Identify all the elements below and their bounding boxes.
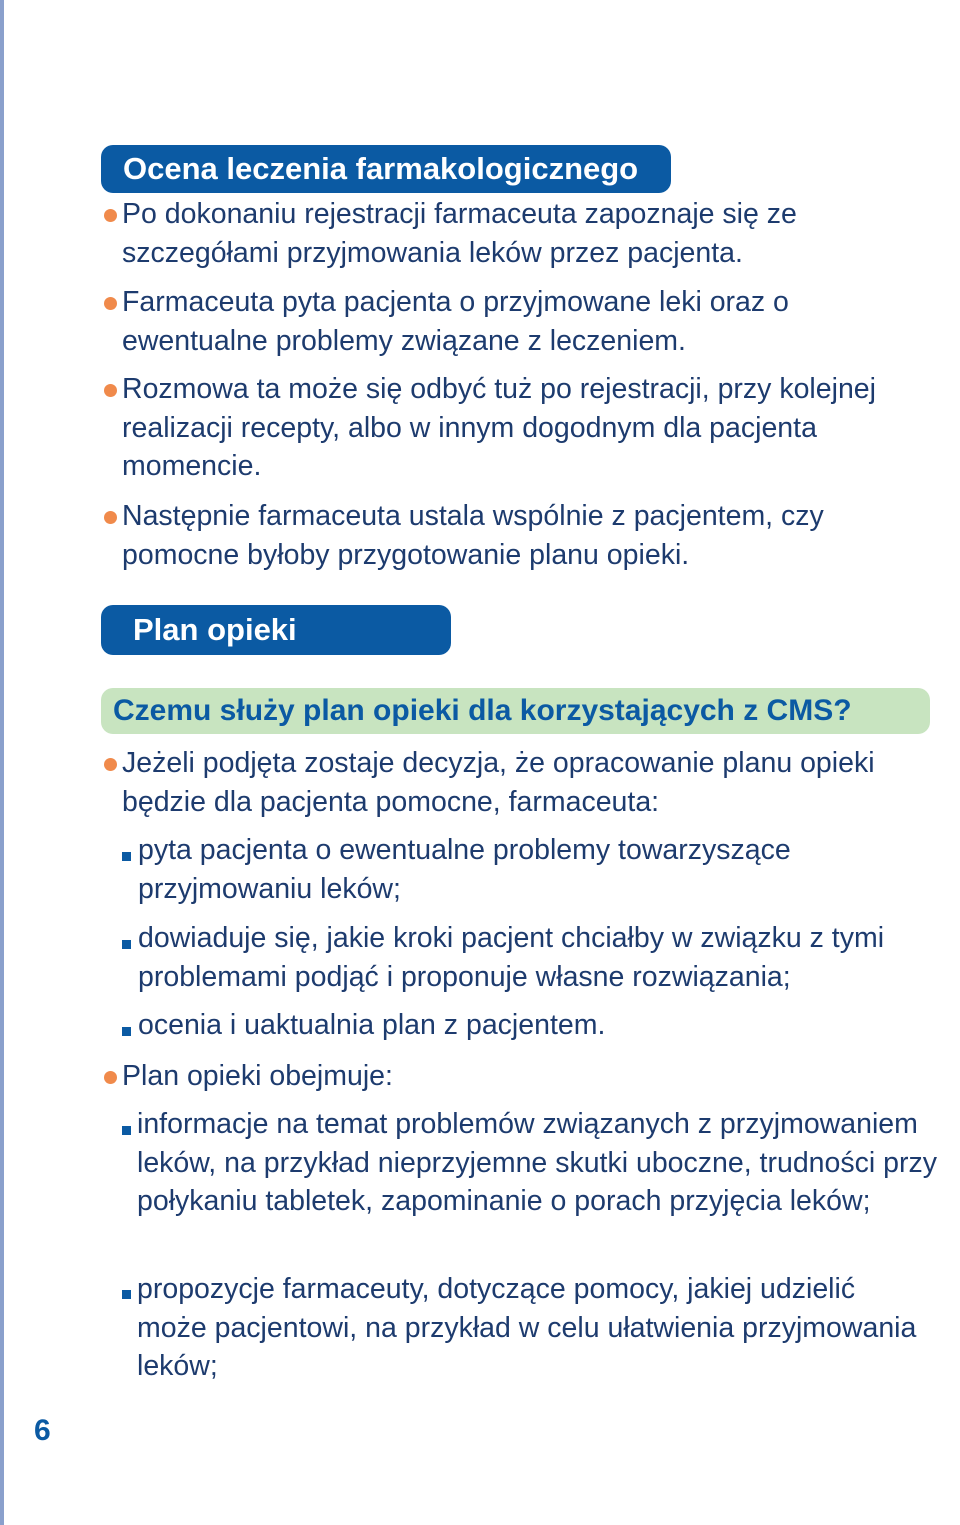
square-bullet-icon — [122, 1027, 131, 1036]
square-bullet-icon — [122, 940, 131, 949]
plan-includes-label: Plan opieki obejmuje: — [122, 1060, 393, 1092]
bullet-dot-icon — [104, 1071, 117, 1084]
plan-content-1: informacje na temat problemów związanych z przyjmowaniem leków, na przykład nieprzyjemne skutki uboczne, trudności przy połykaniu tabletek, zapominanie o porach przyjęcia leków; — [137, 1108, 937, 1217]
assessment-point-4: Następnie farmaceuta ustala wspólnie z pacjentem, czy pomocne byłoby przygotowanie planu opieki. — [122, 500, 824, 571]
bullet-dot-icon — [104, 758, 117, 771]
assessment-point-3: Rozmowa ta może się odbyć tuż po rejestracji, przy kolejnej realizacji recepty, albo w innym dogodnym dla pacjenta momencie. — [122, 373, 876, 482]
plan-content-2: propozycje farmaceuty, dotyczące pomocy, jakiej udzielić może pacjentowi, na przykład w celu ułatwienia przyjmowania leków; — [137, 1273, 917, 1382]
page-number: 6 — [34, 1414, 51, 1447]
plan-heading-box — [101, 605, 451, 655]
pharmacist-action-1: pyta pacjenta o ewentualne problemy towarzyszące przyjmowaniu leków; — [138, 834, 791, 905]
pharmacist-action-2: dowiaduje się, jakie kroki pacjent chciałby w związku z tymi problemami podjąć i proponuje własne rozwiązania; — [138, 922, 885, 993]
plan-heading: Plan opieki — [133, 612, 297, 647]
bullet-dot-icon — [104, 209, 117, 222]
square-bullet-icon — [122, 1126, 131, 1135]
section-heading: Ocena leczenia farmakologicznego — [123, 151, 639, 186]
page-edge-bar — [0, 0, 4, 1525]
pharmacist-action-3: ocenia i uaktualnia plan z pacjentem. — [138, 1009, 606, 1041]
assessment-point-2: Farmaceuta pyta pacjenta o przyjmowane leki oraz o ewentualne problemy związane z leczeniem. — [122, 286, 789, 357]
section-heading-box — [101, 145, 671, 193]
bullet-dot-icon — [104, 511, 117, 524]
bullet-dot-icon — [104, 297, 117, 310]
question-heading-box — [101, 688, 930, 734]
question-heading: Czemu służy plan opieki dla korzystających z CMS? — [113, 694, 852, 727]
assessment-point-1: Po dokonaniu rejestracji farmaceuta zapoznaje się ze szczegółami przyjmowania leków przez pacjenta. — [122, 198, 797, 269]
decision-point: Jeżeli podjęta zostaje decyzja, że opracowanie planu opieki będzie dla pacjenta pomocne, farmaceuta: — [122, 747, 875, 818]
square-bullet-icon — [122, 1290, 131, 1299]
bullet-dot-icon — [104, 384, 117, 397]
square-bullet-icon — [122, 852, 131, 861]
